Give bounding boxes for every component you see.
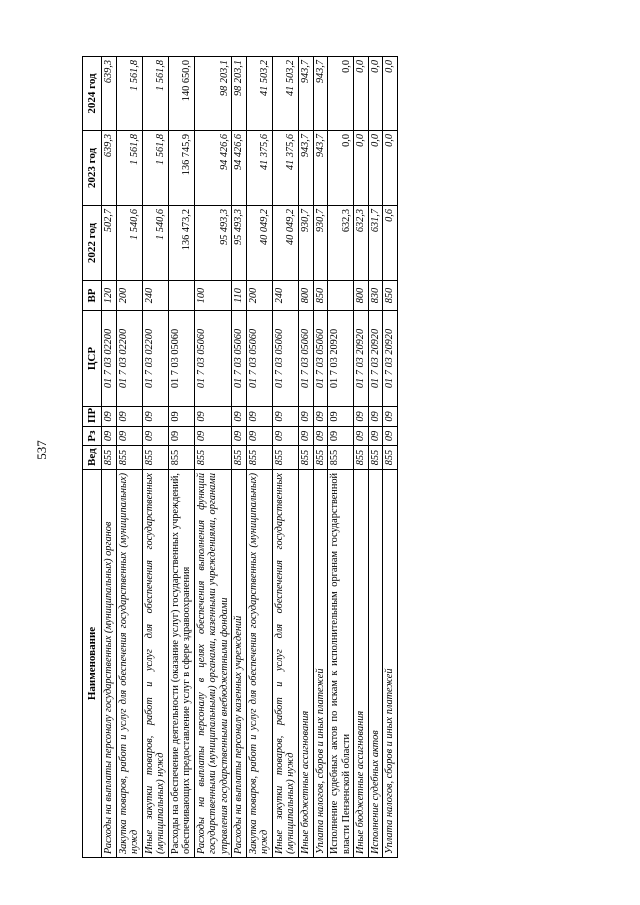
table-row xyxy=(368,57,383,858)
row-2023-cell: 41 375,6 xyxy=(272,131,298,206)
row-pr-cell: 09 xyxy=(272,407,298,427)
row-ved-cell: 855 xyxy=(232,446,247,470)
row-2023-cell: 94 426,6 xyxy=(232,131,247,206)
row-ved-cell: 855 xyxy=(354,446,369,470)
row-rz-cell: 09 xyxy=(194,427,232,446)
row-vr-cell: 200 xyxy=(246,281,272,311)
row-name-cell: Расходы на обеспечение деятельности (оказание услуг) государственных учреждений, обеспечивающих предоставление услуг в сфере здравоохранения xyxy=(168,470,194,858)
header-name: Наименование xyxy=(83,470,102,858)
row-2022-cell: 95 493,3 xyxy=(232,206,247,281)
row-rz-cell: 09 xyxy=(354,427,369,446)
row-rz-cell: 09 xyxy=(116,427,142,446)
row-2023-cell: 943,7 xyxy=(313,131,328,206)
row-2023-cell: 0,0 xyxy=(383,131,398,206)
row-pr-cell: 09 xyxy=(168,407,194,427)
row-vr-cell: 800 xyxy=(298,281,313,311)
row-csr-cell: 01 7 03 05060 xyxy=(313,311,328,407)
row-ved-cell: 855 xyxy=(272,446,298,470)
row-name-cell: Иные закупки товаров, работ и услуг для обеспечения государственных (муниципальных) нужд xyxy=(142,470,168,858)
row-pr-cell: 09 xyxy=(313,407,328,427)
row-ved-cell: 855 xyxy=(102,446,117,470)
row-vr-cell: 120 xyxy=(102,281,117,311)
row-name-cell: Уплата налогов, сборов и иных платежей xyxy=(383,470,398,858)
row-name-cell: Иные закупки товаров, работ и услуг для обеспечения государственных (муниципальных) нужд xyxy=(272,470,298,858)
row-csr-cell: 01 7 03 05060 xyxy=(246,311,272,407)
row-csr-cell: 01 7 03 20920 xyxy=(328,311,354,407)
row-pr-cell: 09 xyxy=(142,407,168,427)
row-2024-cell: 41 503,2 xyxy=(246,57,272,131)
row-2022-cell: 1 540,6 xyxy=(116,206,142,281)
row-2024-cell: 41 503,2 xyxy=(272,57,298,131)
row-2023-cell: 943,7 xyxy=(298,131,313,206)
table-row xyxy=(232,57,247,858)
row-name-cell: Закупка товаров, работ и услуг для обеспечения государственных (муниципальных) нужд xyxy=(116,470,142,858)
table-row xyxy=(272,57,298,858)
row-2024-cell: 0,0 xyxy=(383,57,398,131)
row-2023-cell: 1 561,8 xyxy=(142,131,168,206)
row-2022-cell: 930,7 xyxy=(298,206,313,281)
row-2023-cell: 0,0 xyxy=(328,131,354,206)
row-csr-cell: 01 7 03 02200 xyxy=(102,311,117,407)
table-row xyxy=(298,57,313,858)
row-name-cell: Исполнение судебных актов по искам к исполнительным органам государственной власти Пензенской области xyxy=(328,470,354,858)
row-vr-cell: 830 xyxy=(368,281,383,311)
table-row xyxy=(313,57,328,858)
header-2022: 2022 год xyxy=(83,206,102,281)
row-vr-cell: 850 xyxy=(313,281,328,311)
row-csr-cell: 01 7 03 20920 xyxy=(354,311,369,407)
row-name-cell: Расходы на выплаты персоналу в целях обеспечения выполнения функций государственными (муниципальными) органами, казенными учреждениями, органами управления государственными внебюджетными фондами xyxy=(194,470,232,858)
header-ved: Вед xyxy=(83,446,102,470)
row-csr-cell: 01 7 03 05060 xyxy=(298,311,313,407)
row-pr-cell: 09 xyxy=(298,407,313,427)
row-name-cell: Уплата налогов, сборов и иных платежей xyxy=(313,470,328,858)
row-vr-cell: 240 xyxy=(142,281,168,311)
row-pr-cell: 09 xyxy=(232,407,247,427)
row-ved-cell: 855 xyxy=(313,446,328,470)
row-csr-cell: 01 7 03 05060 xyxy=(272,311,298,407)
row-2024-cell: 0,0 xyxy=(328,57,354,131)
header-rz: Рз xyxy=(83,427,102,446)
header-pr: ПР xyxy=(83,407,102,427)
header-vr: ВР xyxy=(83,281,102,311)
row-rz-cell: 09 xyxy=(168,427,194,446)
table-row xyxy=(116,57,142,858)
table-row xyxy=(168,57,194,858)
row-2024-cell: 98 203,1 xyxy=(194,57,232,131)
row-2024-cell: 98 203,1 xyxy=(232,57,247,131)
row-csr-cell: 01 7 03 05060 xyxy=(232,311,247,407)
row-csr-cell: 01 7 03 05060 xyxy=(194,311,232,407)
row-pr-cell: 09 xyxy=(368,407,383,427)
row-2022-cell: 631,7 xyxy=(368,206,383,281)
row-2022-cell: 95 493,3 xyxy=(194,206,232,281)
budget-table xyxy=(82,56,398,858)
row-2022-cell: 502,7 xyxy=(102,206,117,281)
row-2022-cell: 40 049,2 xyxy=(246,206,272,281)
row-ved-cell: 855 xyxy=(298,446,313,470)
header-2023: 2023 год xyxy=(83,131,102,206)
row-2024-cell: 140 650,0 xyxy=(168,57,194,131)
row-vr-cell: 110 xyxy=(232,281,247,311)
row-ved-cell: 855 xyxy=(194,446,232,470)
row-pr-cell: 09 xyxy=(246,407,272,427)
row-2023-cell: 94 426,6 xyxy=(194,131,232,206)
row-vr-cell: 850 xyxy=(383,281,398,311)
row-2022-cell: 1 540,6 xyxy=(142,206,168,281)
row-2022-cell: 930,7 xyxy=(313,206,328,281)
row-vr-cell: 100 xyxy=(194,281,232,311)
table-header-row xyxy=(83,57,102,858)
row-pr-cell: 09 xyxy=(354,407,369,427)
row-rz-cell: 09 xyxy=(383,427,398,446)
row-rz-cell: 09 xyxy=(232,427,247,446)
row-2024-cell: 1 561,8 xyxy=(142,57,168,131)
row-name-cell: Расходы на выплаты персоналу казенных учреждений xyxy=(232,470,247,858)
table-row xyxy=(142,57,168,858)
row-vr-cell: 240 xyxy=(272,281,298,311)
row-name-cell: Иные бюджетные ассигнования xyxy=(354,470,369,858)
row-rz-cell: 09 xyxy=(102,427,117,446)
row-pr-cell: 09 xyxy=(383,407,398,427)
row-ved-cell: 855 xyxy=(168,446,194,470)
row-vr-cell: 200 xyxy=(116,281,142,311)
row-csr-cell: 01 7 03 20920 xyxy=(368,311,383,407)
row-pr-cell: 09 xyxy=(328,407,354,427)
table-row xyxy=(354,57,369,858)
table-row xyxy=(246,57,272,858)
row-ved-cell: 855 xyxy=(142,446,168,470)
row-vr-cell xyxy=(168,281,194,311)
row-rz-cell: 09 xyxy=(368,427,383,446)
header-2024: 2024 год xyxy=(83,57,102,131)
row-2023-cell: 0,0 xyxy=(368,131,383,206)
page-number: 537 xyxy=(34,440,49,460)
rotated-table-container xyxy=(82,57,490,858)
row-2023-cell: 41 375,6 xyxy=(246,131,272,206)
row-vr-cell xyxy=(328,281,354,311)
row-ved-cell: 855 xyxy=(383,446,398,470)
row-csr-cell: 01 7 03 20920 xyxy=(383,311,398,407)
row-name-cell: Закупка товаров, работ и услуг для обеспечения государственных (муниципальных) нужд xyxy=(246,470,272,858)
row-2022-cell: 632,3 xyxy=(354,206,369,281)
row-ved-cell: 855 xyxy=(246,446,272,470)
row-ved-cell: 855 xyxy=(368,446,383,470)
row-2023-cell: 1 561,8 xyxy=(116,131,142,206)
row-vr-cell: 800 xyxy=(354,281,369,311)
row-2023-cell: 136 745,9 xyxy=(168,131,194,206)
row-csr-cell: 01 7 03 02200 xyxy=(142,311,168,407)
table-row xyxy=(102,57,117,858)
row-csr-cell: 01 7 03 02200 xyxy=(116,311,142,407)
row-rz-cell: 09 xyxy=(272,427,298,446)
row-rz-cell: 09 xyxy=(328,427,354,446)
row-2023-cell: 639,3 xyxy=(102,131,117,206)
row-name-cell: Расходы на выплаты персоналу государственных (муниципальных) органов xyxy=(102,470,117,858)
table-row xyxy=(194,57,232,858)
row-name-cell: Иные бюджетные ассигнования xyxy=(298,470,313,858)
table-row xyxy=(383,57,398,858)
row-ved-cell: 855 xyxy=(116,446,142,470)
row-csr-cell: 01 7 03 05060 xyxy=(168,311,194,407)
row-rz-cell: 09 xyxy=(313,427,328,446)
row-name-cell: Исполнение судебных актов xyxy=(368,470,383,858)
row-2022-cell: 0,6 xyxy=(383,206,398,281)
row-pr-cell: 09 xyxy=(116,407,142,427)
row-rz-cell: 09 xyxy=(142,427,168,446)
row-2024-cell: 943,7 xyxy=(298,57,313,131)
row-2022-cell: 632,3 xyxy=(328,206,354,281)
row-rz-cell: 09 xyxy=(246,427,272,446)
row-pr-cell: 09 xyxy=(102,407,117,427)
header-csr: ЦСР xyxy=(83,311,102,407)
row-pr-cell: 09 xyxy=(194,407,232,427)
row-2024-cell: 0,0 xyxy=(354,57,369,131)
row-2024-cell: 0,0 xyxy=(368,57,383,131)
row-2024-cell: 1 561,8 xyxy=(116,57,142,131)
row-2024-cell: 943,7 xyxy=(313,57,328,131)
row-2024-cell: 639,3 xyxy=(102,57,117,131)
row-2022-cell: 40 049,2 xyxy=(272,206,298,281)
row-2023-cell: 0,0 xyxy=(354,131,369,206)
row-ved-cell: 855 xyxy=(328,446,354,470)
table-row xyxy=(328,57,354,858)
row-rz-cell: 09 xyxy=(298,427,313,446)
row-2022-cell: 136 473,2 xyxy=(168,206,194,281)
